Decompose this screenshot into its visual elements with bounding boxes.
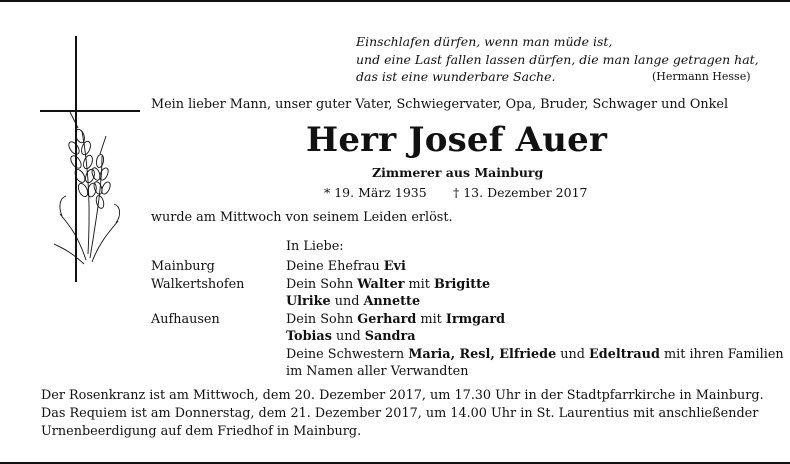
burial-info: Urnenbeerdigung auf dem Friedhof in Mainburg. (41, 424, 362, 439)
mourner-text (286, 258, 406, 276)
mourner-text-part: im Namen aller Verwandten (286, 364, 469, 379)
birth-date: * 19. März 1935 (324, 185, 427, 200)
mourner-text-part: Deine Schwestern (286, 346, 409, 362)
mourner-text-part: mit (404, 276, 434, 292)
mourner-place (151, 328, 286, 346)
mourner-place: Aufhausen (151, 311, 220, 327)
mourner-text (286, 328, 416, 346)
mourner-row (151, 311, 784, 329)
mourner-name: Edeltraud (589, 346, 660, 362)
mourner-name: Irmgard (445, 311, 506, 327)
quote-line-3: das ist eine wunderbare Sache. (356, 69, 556, 84)
mourner-row (151, 328, 784, 346)
mourner-name: Gerhard (357, 311, 417, 327)
deceased-occupation: Zimmerer aus Mainburg (372, 165, 544, 180)
mourner-row (151, 258, 784, 276)
mourner-text (286, 311, 505, 329)
death-date: † 13. Dezember 2017 (453, 185, 588, 200)
requiem-info: Das Requiem ist am Donnerstag, dem 21. Dezember 2017, um 14.00 Uhr in St. Laurentius mit anschließender (41, 406, 759, 421)
mourner-text-part: und (330, 294, 364, 309)
mourner-text (286, 293, 420, 311)
mourner-text-part: mit (416, 311, 446, 327)
mourner-text-part: Dein Sohn (286, 276, 358, 292)
mourner-place (151, 293, 286, 311)
mourner-name: Evi (383, 259, 406, 274)
mourner-row (151, 293, 784, 311)
mourner-text (286, 363, 468, 381)
in-love-heading: In Liebe: (286, 239, 344, 254)
mourner-row (151, 276, 784, 294)
mourner-text-part: Deine Ehefrau (286, 259, 384, 274)
mourner-place: Walkertshofen (151, 276, 245, 292)
quote-attribution: (Hermann Hesse) (652, 70, 751, 83)
mourner-text-part: mit ihren Familien (659, 346, 784, 362)
mourner-text (286, 276, 490, 294)
released-text: wurde am Mittwoch von seinem Leiden erlöst. (151, 210, 453, 225)
mourner-row (151, 346, 784, 364)
mourner-place (151, 363, 286, 381)
deceased-name: Herr Josef Auer (306, 120, 608, 160)
mourner-name: Brigitte (434, 276, 491, 292)
mourner-name: Tobias (286, 329, 332, 344)
mourner-name: Maria, Resl, Elfriede (408, 346, 557, 362)
mourner-row (151, 363, 784, 381)
mourner-text-part: Dein Sohn (286, 311, 358, 327)
mourner-text-part: und (556, 346, 590, 362)
mourner-place: Mainburg (151, 259, 215, 274)
quote-line-1: Einschlafen dürfen, wenn man müde ist, (356, 34, 613, 49)
mourner-name: Ulrike (286, 294, 331, 309)
mourner-place (151, 346, 286, 364)
mourner-name: Annette (363, 294, 421, 309)
mourner-name: Walter (357, 276, 405, 292)
intro-text: Mein lieber Mann, unser guter Vater, Schwiegervater, Opa, Bruder, Schwager und Onkel (151, 97, 729, 112)
quote-line-2: und eine Last fallen lassen dürfen, die man lange getragen hat, (356, 52, 759, 67)
mourner-name: Sandra (364, 329, 416, 344)
rosary-info: Der Rosenkranz ist am Mittwoch, dem 20. Dezember 2017, um 17.30 Uhr in der Stadtpfarrkirche in Mainburg. (41, 388, 764, 403)
cross-with-wheat-icon (40, 36, 140, 282)
mourner-text (286, 346, 784, 364)
mourners-list (151, 258, 784, 381)
mourner-text-part: und (331, 329, 365, 344)
